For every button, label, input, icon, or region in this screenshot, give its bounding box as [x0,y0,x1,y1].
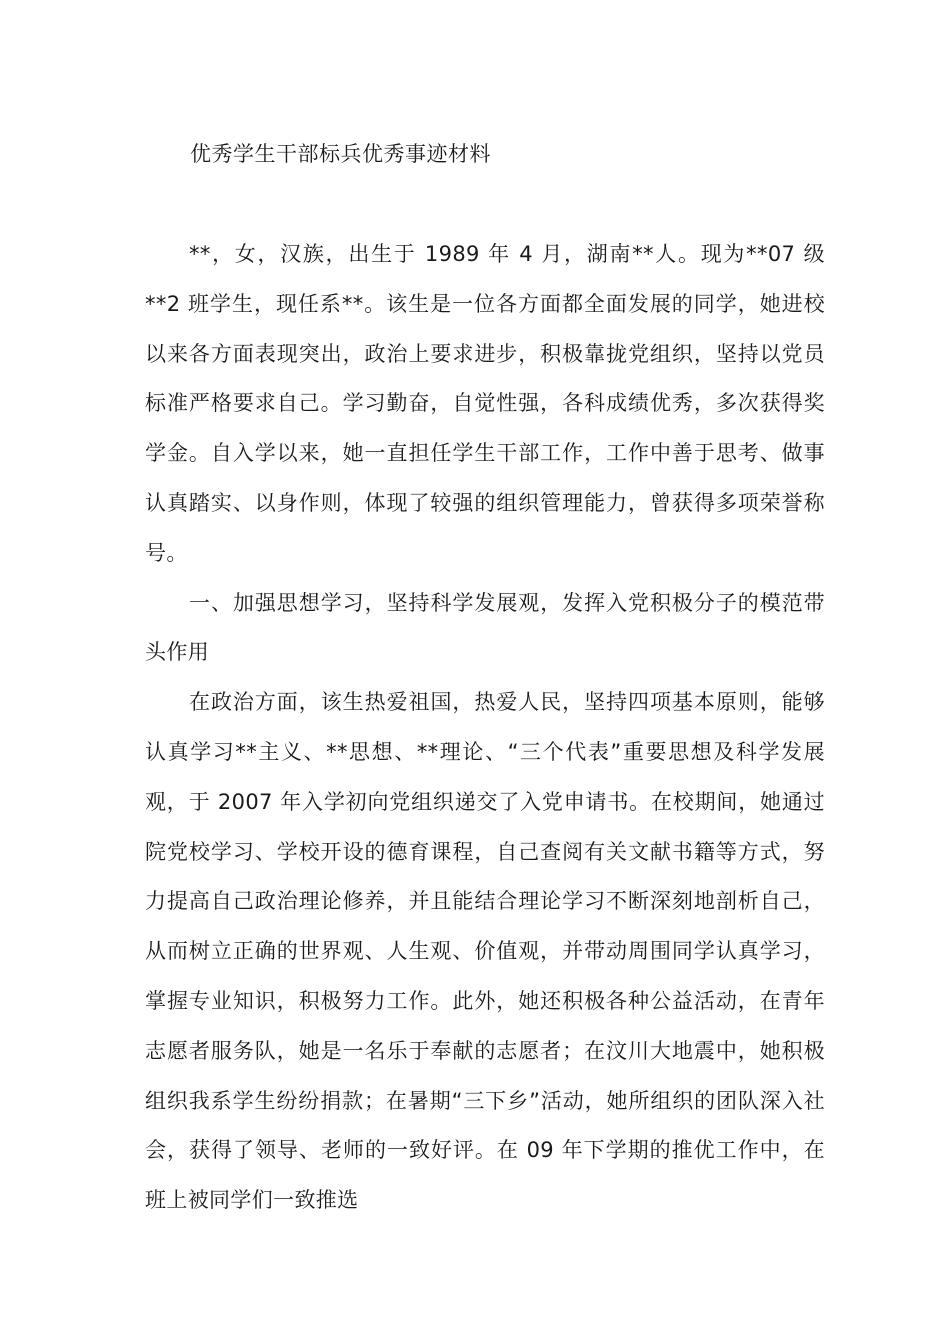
section-heading-1: 一、加强思想学习，坚持科学发展观，发挥入党积极分子的模范带头作用 [145,590,825,665]
paragraph-intro: **，女，汉族，出生于 1989 年 4 月，湖南**人。现为**07 级**2 班学生，现任系**。该生是一位各方面都全面发展的同学，她进校以来各方面表现突出，政治上要求进步，积极靠拢党组织，坚持以党员标准严格要求自己。学习勤奋，自觉性强，各科成绩优秀，多次获得奖学金。自入学以来，她一直担任学生干部工作，工作中善于思考、做事认真踏实、以身作则，体现了较强的组织管理能力，曾获得多项荣誉称号。 [145,242,825,565]
document-body [145,230,825,1226]
document-title: 优秀学生干部标兵优秀事迹材料 [190,142,491,166]
paragraph-politics: 在政治方面，该生热爱祖国，热爱人民，坚持四项基本原则，能够认真学习**主义、**思想、**理论、“三个代表”重要思想及科学发展观，于 2007 年入学初向党组织递交了入党申请书。在校期间，她通过院党校学习、学校开设的德育课程，自己查阅有关文献书籍等方式，努力提高自己政治理论修养，并且能结合理论学习不断深刻地剖析自己，从而树立正确的世界观、人生观、价值观，并带动周围同学认真学习，掌握专业知识，积极努力工作。此外，她还积极各种公益活动，在青年志愿者服务队，她是一名乐于奉献的志愿者；在汶川大地震中，她积极组织我系学生纷纷捐款；在暑期“三下乡”活动，她所组织的团队深入社会，获得了领导、老师的一致好评。在 09 年下学期的推优工作中，在班上被同学们一致推选 [145,690,825,1213]
